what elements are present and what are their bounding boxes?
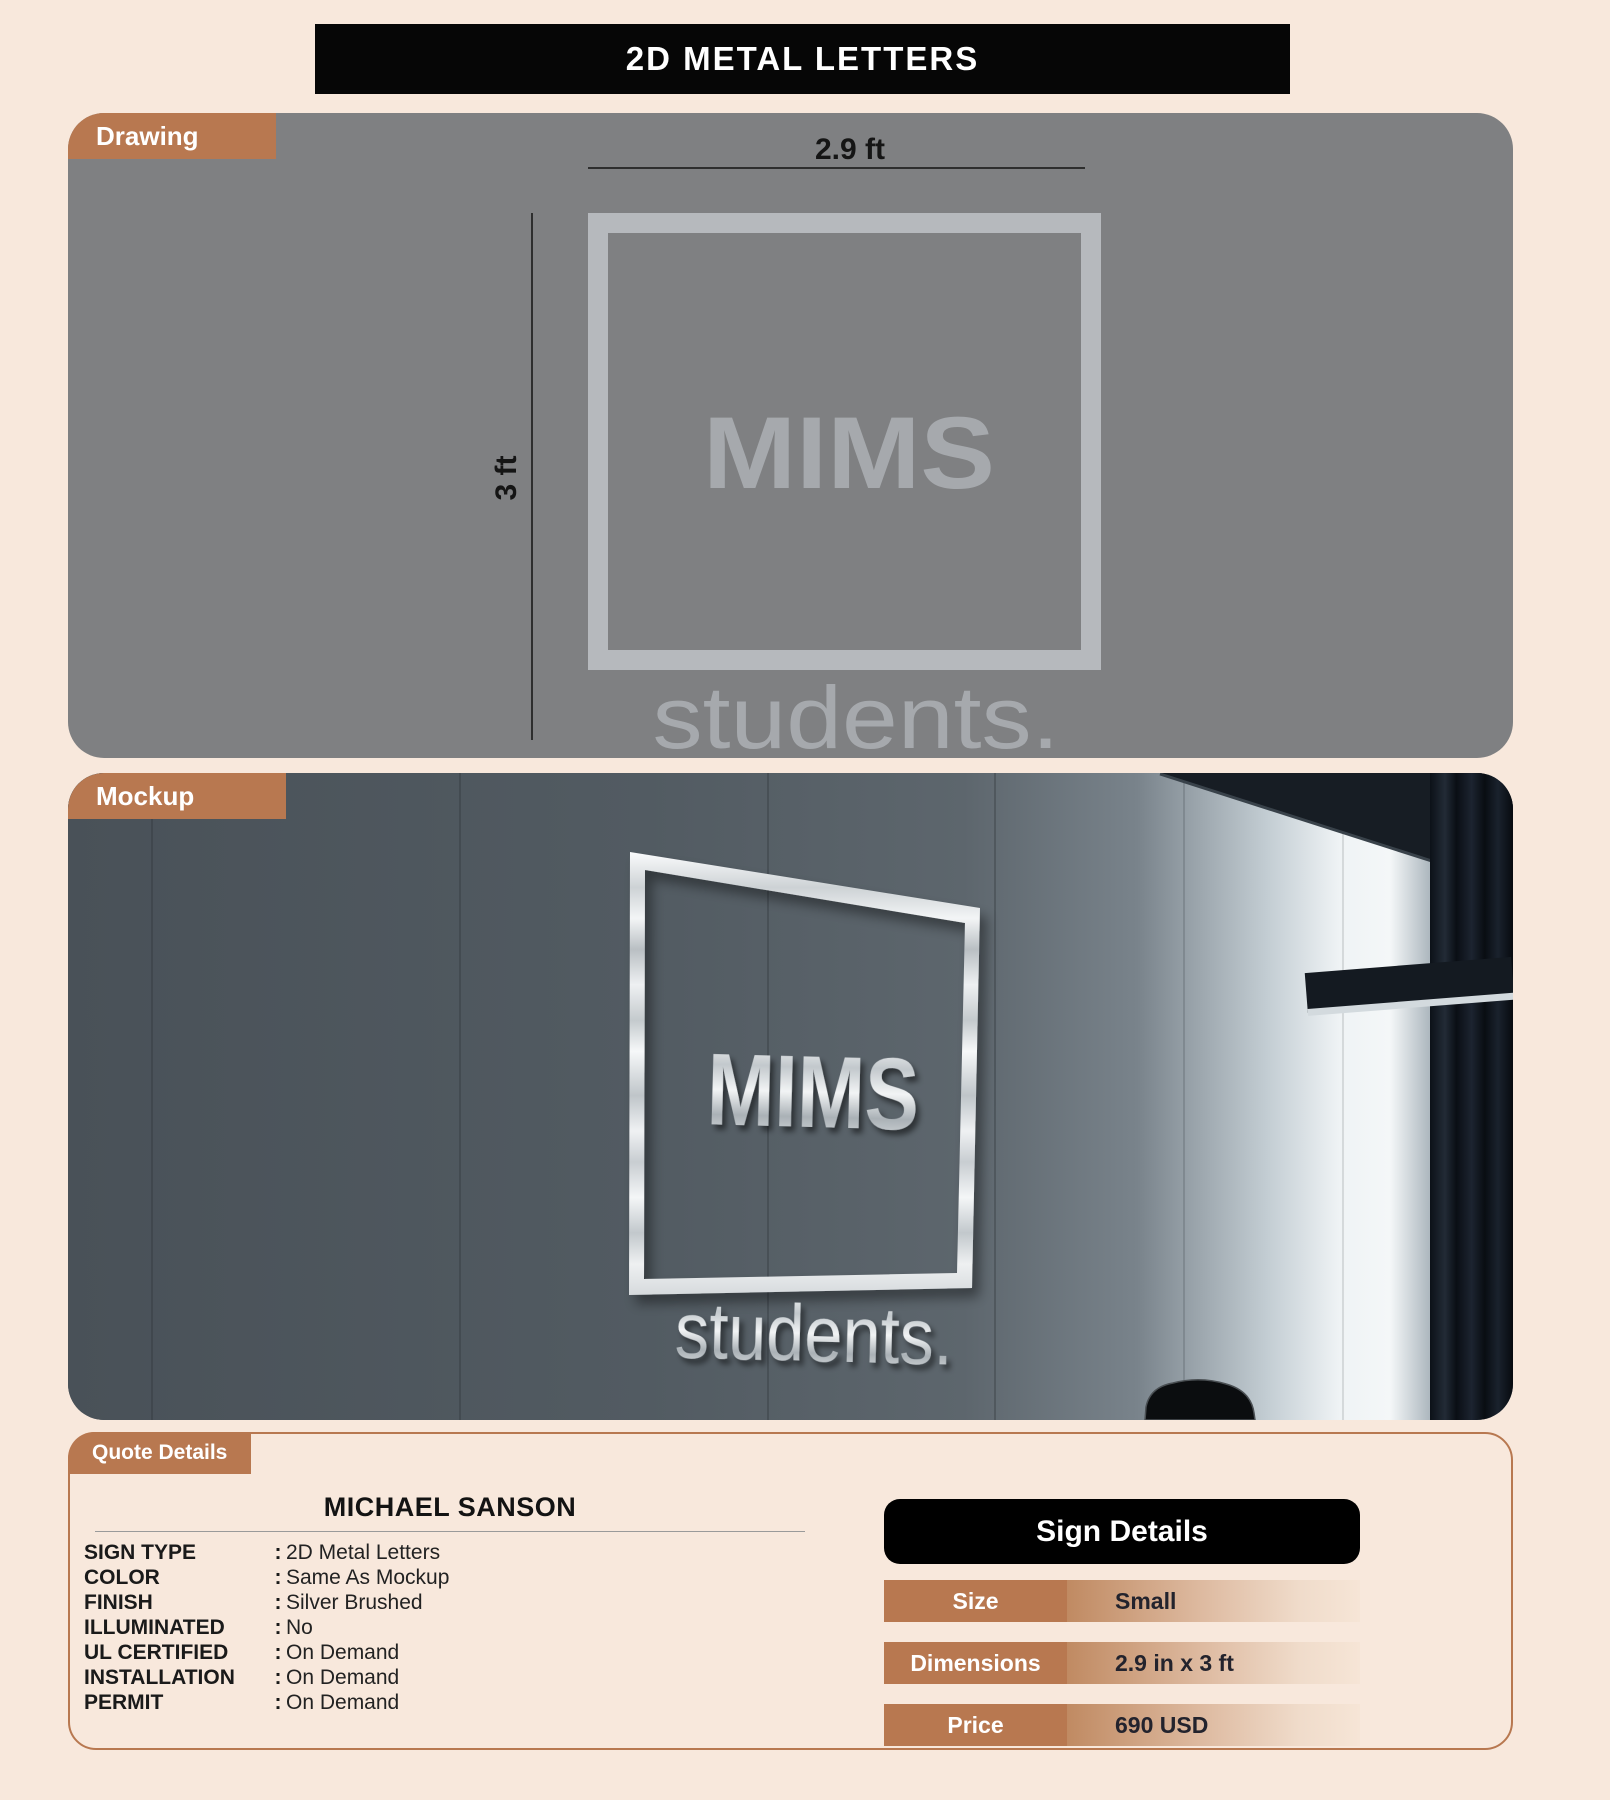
field-separator: :: [274, 1615, 282, 1639]
quote-field-row: [84, 1615, 804, 1640]
field-label: UL CERTIFIED: [84, 1640, 229, 1664]
mockup-scene: [68, 773, 1513, 1420]
quote-tab-label: Quote Details: [92, 1441, 228, 1464]
sign-details-title: Sign Details: [1036, 1514, 1208, 1548]
dimensions-value: 2.9 in x 3 ft: [1067, 1642, 1360, 1684]
field-separator: :: [274, 1640, 282, 1664]
drawing-panel: [68, 113, 1513, 758]
quote-field-list: [84, 1540, 804, 1715]
drawing-sign-line2: students.: [652, 668, 1060, 758]
curtain: [1430, 773, 1513, 1420]
drawing-tab: [68, 113, 276, 159]
field-label: INSTALLATION: [84, 1665, 235, 1689]
sign-details-header: [884, 1499, 1360, 1564]
field-separator: :: [274, 1540, 282, 1564]
price-value: 690 USD: [1067, 1704, 1360, 1746]
field-label: COLOR: [84, 1565, 160, 1589]
customer-name: MICHAEL SANSON: [323, 1492, 577, 1522]
field-separator: :: [274, 1690, 282, 1714]
quote-tab: [68, 1432, 251, 1474]
field-label: ILLUMINATED: [84, 1615, 225, 1639]
quote-field-row: [84, 1690, 804, 1715]
sign-details-row-dimensions: [884, 1642, 1360, 1684]
sign-details-row-price: [884, 1704, 1360, 1746]
height-dimension-label: 3 ft: [490, 455, 523, 501]
drawing-figure: [68, 113, 1513, 758]
mockup-panel: [68, 773, 1513, 1420]
drawing-tab-label: Drawing: [96, 120, 199, 151]
quote-field-row: [84, 1665, 804, 1690]
field-separator: :: [274, 1565, 282, 1589]
quote-field-row: [84, 1540, 804, 1565]
size-value: Small: [1067, 1580, 1360, 1622]
field-label: SIGN TYPE: [84, 1540, 197, 1564]
sign-details-row-size: [884, 1580, 1360, 1622]
field-value: On Demand: [286, 1665, 400, 1689]
quote-field-row: [84, 1590, 804, 1615]
quote-panel: [68, 1432, 1513, 1750]
price-label: Price: [884, 1704, 1067, 1746]
field-value: No: [286, 1615, 313, 1639]
field-value: Silver Brushed: [286, 1590, 423, 1614]
mockup-sign-line1: MIMS: [705, 1032, 975, 1154]
name-underline: [95, 1531, 805, 1532]
field-label: FINISH: [84, 1590, 153, 1614]
field-value: On Demand: [286, 1690, 400, 1714]
size-label: Size: [884, 1580, 1067, 1622]
mockup-sign-line2: students.: [673, 1285, 1001, 1383]
page-title: 2D METAL LETTERS: [315, 24, 1290, 94]
field-value: On Demand: [286, 1640, 400, 1664]
drawing-sign-line1: MIMS: [703, 396, 995, 510]
field-value: 2D Metal Letters: [286, 1540, 441, 1564]
field-value: Same As Mockup: [286, 1565, 450, 1589]
field-separator: :: [274, 1665, 282, 1689]
field-label: PERMIT: [84, 1690, 164, 1714]
mockup-tab: [68, 773, 286, 819]
quote-field-row: [84, 1640, 804, 1665]
mockup-tab-label: Mockup: [96, 780, 195, 811]
width-dimension-label: 2.9 ft: [814, 133, 886, 166]
quote-field-row: [84, 1565, 804, 1590]
dimensions-label: Dimensions: [884, 1642, 1067, 1684]
field-separator: :: [274, 1590, 282, 1614]
